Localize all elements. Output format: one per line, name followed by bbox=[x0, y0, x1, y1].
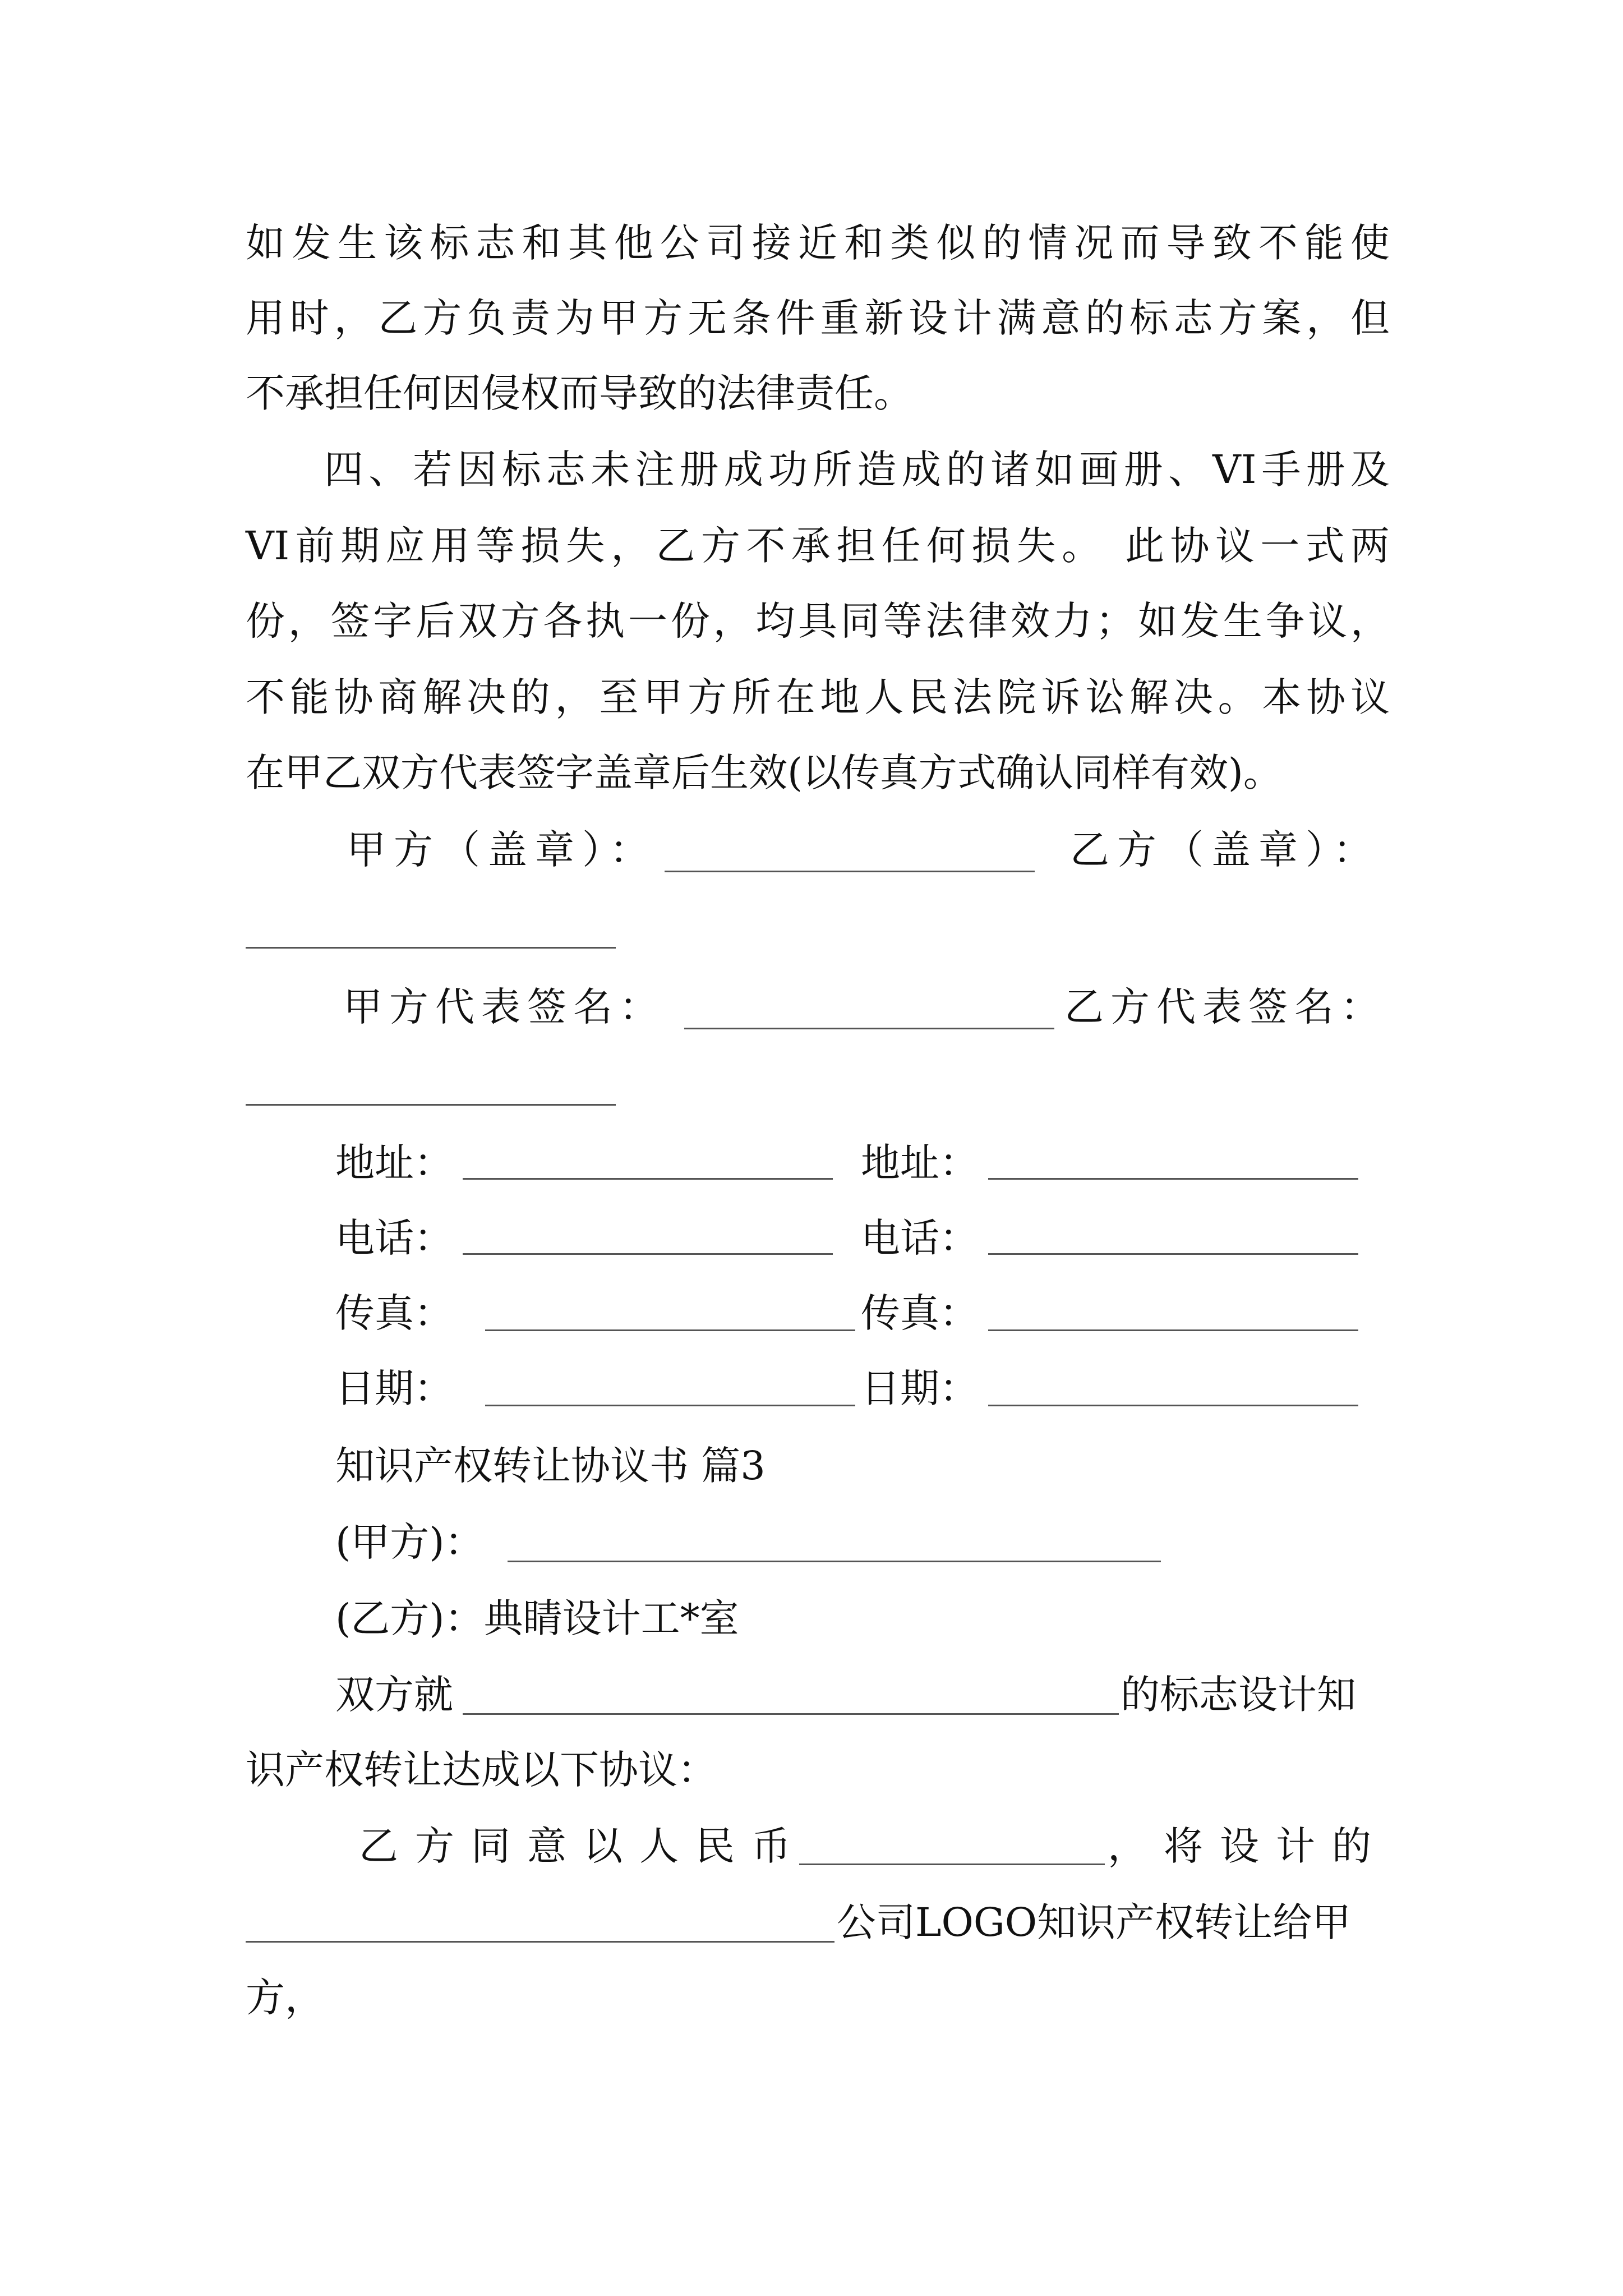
section-3-heading: 知识产权转让协议书 篇3 bbox=[335, 1443, 766, 1489]
section-3-logo-suffix: 公司LOGO知识产权转让给甲 bbox=[837, 1899, 1352, 1945]
fax-a-blank bbox=[485, 1329, 855, 1331]
party-a-rep-blank bbox=[684, 1028, 1054, 1029]
paragraph-2-line-1: 四、若因标志未注册成功所造成的诸如画册、VI手册及 bbox=[324, 447, 1390, 493]
section-3-company-blank bbox=[246, 1941, 834, 1943]
section-3-party-a: (甲方)： bbox=[335, 1519, 484, 1565]
section-3-party-a-blank bbox=[508, 1561, 1161, 1562]
party-b-seal-label: 乙方（盖章）： bbox=[1070, 827, 1380, 873]
section-3-agree-suffix: ，将设计的 bbox=[1108, 1823, 1388, 1869]
section-3-both-prefix: 双方就 bbox=[335, 1672, 453, 1718]
date-b-blank bbox=[988, 1405, 1358, 1406]
address-b-blank bbox=[988, 1178, 1358, 1180]
section-3-both-blank bbox=[463, 1713, 1119, 1715]
phone-b-label: 电话： bbox=[861, 1215, 979, 1261]
party-b-rep-label: 乙方代表签名： bbox=[1064, 984, 1386, 1030]
section-3-party-b: (乙方)：典睛设计工*室 bbox=[335, 1595, 739, 1641]
section-3-both-line-2: 识产权转让达成以下协议： bbox=[246, 1747, 717, 1793]
paragraph-2-line-4: 不能协商解决的，至甲方所在地人民法院诉讼解决。本协议 bbox=[246, 674, 1390, 720]
section-3-last-line: 方， bbox=[246, 1975, 324, 2021]
address-a-label: 地址： bbox=[335, 1140, 453, 1186]
paragraph-1-line-3: 不承担任何因侵权而导致的法律责任。 bbox=[246, 370, 913, 416]
phone-b-blank bbox=[988, 1253, 1358, 1255]
party-a-rep-label: 甲方代表签名： bbox=[343, 984, 665, 1030]
party-a-seal-blank bbox=[665, 871, 1035, 872]
section-3-agree-prefix: 乙方同意以人民币 bbox=[359, 1823, 808, 1869]
phone-a-blank bbox=[463, 1253, 833, 1255]
date-a-label: 日期： bbox=[335, 1365, 453, 1411]
paragraph-2-line-5: 在甲乙双方代表签字盖章后生效(以传真方式确认同样有效)。 bbox=[246, 751, 1282, 795]
date-b-label: 日期： bbox=[861, 1365, 979, 1411]
paragraph-2-line-3: 份，签字后双方各执一份，均具同等法律效力；如发生争议， bbox=[246, 598, 1390, 644]
fax-b-label: 传真： bbox=[861, 1290, 979, 1336]
date-a-blank bbox=[485, 1405, 855, 1406]
paragraph-1-line-2: 用时，乙方负责为甲方无条件重新设计满意的标志方案，但 bbox=[246, 295, 1390, 341]
address-b-label: 地址： bbox=[861, 1140, 979, 1186]
section-3-amount-blank bbox=[799, 1864, 1105, 1865]
party-b-rep-blank bbox=[246, 1104, 616, 1106]
party-a-seal-label: 甲方（盖章）： bbox=[347, 827, 657, 873]
fax-b-blank bbox=[988, 1329, 1358, 1331]
paragraph-1-line-1: 如发生该标志和其他公司接近和类似的情况而导致不能使 bbox=[246, 220, 1390, 266]
paragraph-2-line-2: VI前期应用等损失，乙方不承担任何损失。 此协议一式两 bbox=[246, 523, 1390, 569]
address-a-blank bbox=[463, 1178, 833, 1180]
section-3-both-suffix: 的标志设计知 bbox=[1121, 1672, 1356, 1718]
fax-a-label: 传真： bbox=[335, 1290, 453, 1336]
phone-a-label: 电话： bbox=[335, 1215, 453, 1261]
party-b-seal-blank bbox=[246, 947, 616, 949]
